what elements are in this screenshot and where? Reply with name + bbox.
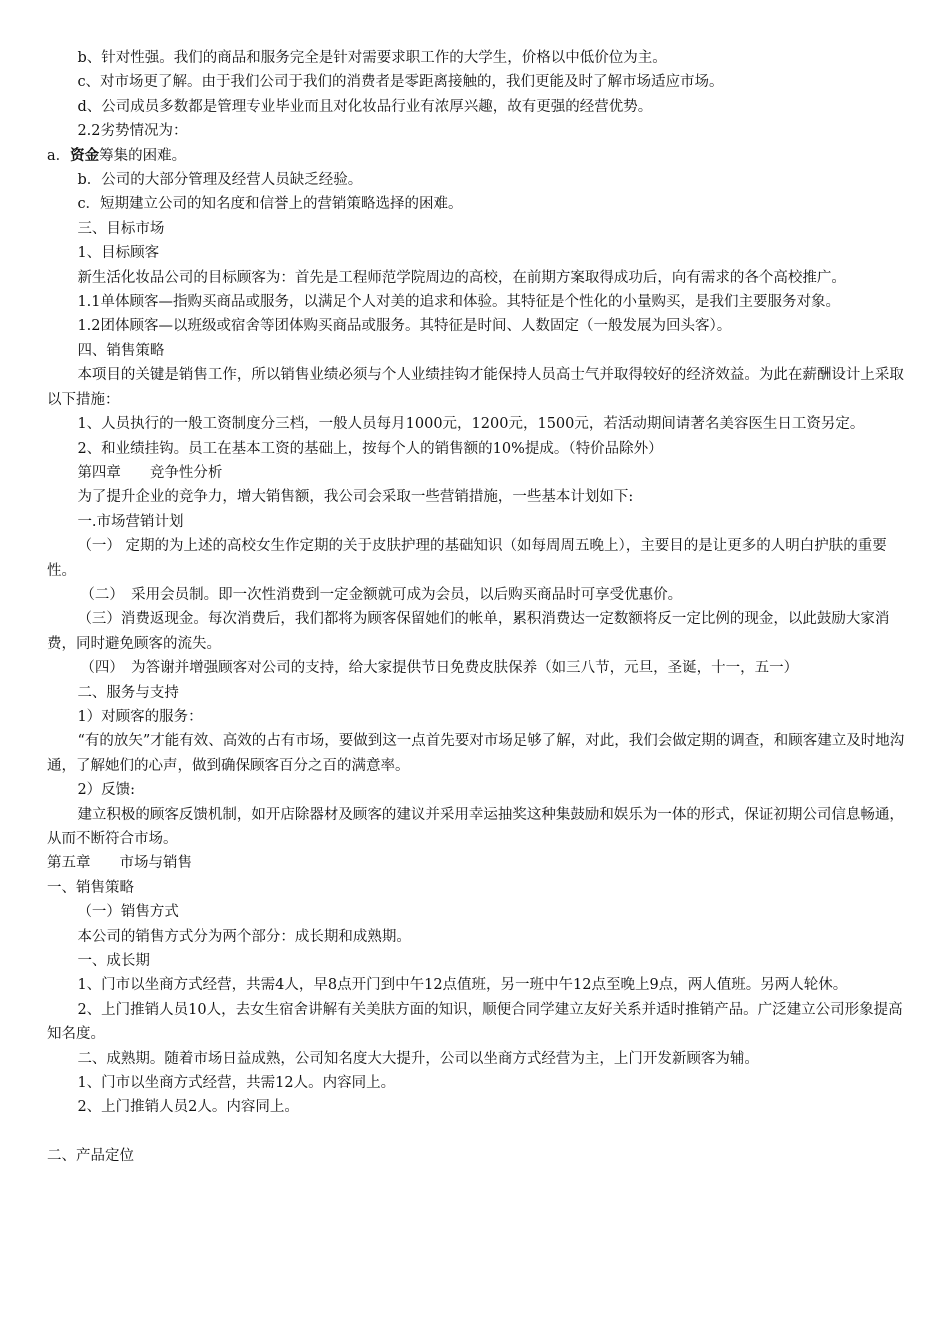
subsection-heading: （一）销售方式 [77,904,179,921]
chapter-heading: 第五章 市场与销售 [47,855,192,872]
section-heading: 一、销售策略 [47,879,134,896]
section-heading: 四、销售策略 [77,342,165,359]
section-heading: 一.市场营销计划 [77,513,184,530]
subsection-heading: 一、成长期 [77,953,150,970]
chapter-heading: 第四章 竞争性分析 [77,464,223,481]
paragraph: 2、上门推销人员2人。内容同上。 [77,1099,299,1116]
paragraph: 1、门市以坐商方式经营，共需12人。内容同上。 [77,1075,396,1092]
subsection-heading: 1）对顾客的服务： [77,708,203,725]
paragraph: 1、门市以坐商方式经营，共需4人，早8点开门到中午12点值班，另一班中午12点至晚上9点，两人值班。另两人轮休。 [77,977,848,994]
paragraph: （三）消费返现金。每次消费后，我们都将为顾客保留她们的帐单，累积消费达一定数额将反一定比例的现金，以此鼓励大家消费，同时避免顾客的流失。 [47,611,890,652]
section-heading: 三、目标市场 [77,220,165,237]
subsection-heading: 2）反馈: [77,782,136,799]
paragraph: （四） 为答谢并增强顾客对公司的支持，给大家提供节日免费皮肤保养（如三八节，元旦，圣诞，十一，五一） [80,660,799,677]
subsection-heading: 2.2劣势情况为： [77,123,188,140]
paragraph: “有的放矢”才能有效、高效的占有市场，要做到这一点首先要对市场足够了解，对此，我们会做定期的调查，和顾客建立及时地沟通，了解她们的心声，做到确保顾客百分之百的满意率。 [47,733,905,774]
paragraph: 1.2团体顾客—以班级或宿舍等团体购买商品或服务。其特征是时间、人数固定（一般发展为回头客）。 [77,318,732,335]
paragraph: 本公司的销售方式分为两个部分：成长期和成熟期。 [77,928,411,945]
paragraph: 二、成熟期。随着市场日益成熟，公司知名度大大提升，公司以坐商方式经营为主，上门开发新顾客为辅。 [77,1050,759,1067]
list-marker: a． [47,147,71,164]
paragraph: （二） 采用会员制。即一次性消费到一定金额就可成为会员，以后购买商品时可享受优惠价。 [80,586,683,603]
paragraph: 为了提升企业的竞争力，增大销售额，我公司会采取一些营销措施，一些基本计划如下: [77,489,634,506]
paragraph: 建立积极的顾客反馈机制，如开店除器材及顾客的建议并采用幸运抽奖这种集鼓励和娱乐为一体的形式，保证初期公司信息畅通，从而不断符合市场。 [47,806,904,847]
paragraph: 新生活化妆品公司的目标顾客为：首先是工程师范学院周边的高校，在前期方案取得成功后，向有需求的各个高校推广。 [77,269,846,286]
emphasized-text: 资金 [70,146,100,164]
paragraph: （一） 定期的为上述的高校女生作定期的关于皮肤护理的基础知识（如每周周五晚上），主要目的是让更多的人明白护肤的重要性。 [47,538,887,579]
subsection-heading: 1、目标顾客 [77,245,160,262]
paragraph: d、公司成员多数都是管理专业毕业而且对化妆品行业有浓厚兴趣，故有更强的经营优势。 [77,98,653,115]
section-heading: 二、产品定位 [47,1147,134,1164]
paragraph: 2、和业绩挂钩。员工在基本工资的基础上，按每个人的销售额的10%提成。（特价品除外） [77,440,663,457]
blank-line [47,1120,908,1144]
paragraph: c、对市场更了解。由于我们公司于我们的消费者是零距离接触的，我们更能及时了解市场适应市场。 [77,74,724,91]
section-heading: 二、服务与支持 [77,684,179,701]
paragraph [47,144,908,168]
paragraph: b．公司的大部分管理及经营人员缺乏经验。 [77,172,363,189]
paragraph: 1.1单体顾客—指购买商品或服务，以满足个人对美的追求和体验。其特征是个性化的小量购买，是我们主要服务对象。 [77,294,840,311]
paragraph: 1、人员执行的一般工资制度分三档，一般人员每月1000元，1200元，1500元，若活动期间请著名美容医生日工资另定。 [77,416,865,433]
paragraph: 2、上门推销人员10人，去女生宿舍讲解有关美肤方面的知识，顺便合同学建立友好关系并适时推销产品。广泛建立公司形象提高知名度。 [47,1001,903,1043]
paragraph-text: 筹集的困难。 [99,147,187,164]
paragraph: b、针对性强。我们的商品和服务完全是针对需要求职工作的大学生，价格以中低价位为主。 [77,50,667,66]
paragraph: c．短期建立公司的知名度和信誉上的营销策略选择的困难。 [77,196,463,213]
paragraph: 本项目的关键是销售工作，所以销售业绩必须与个人业绩挂钩才能保持人员高士气并取得较好的经济效益。为此在薪酬设计上采取以下措施： [47,367,904,408]
